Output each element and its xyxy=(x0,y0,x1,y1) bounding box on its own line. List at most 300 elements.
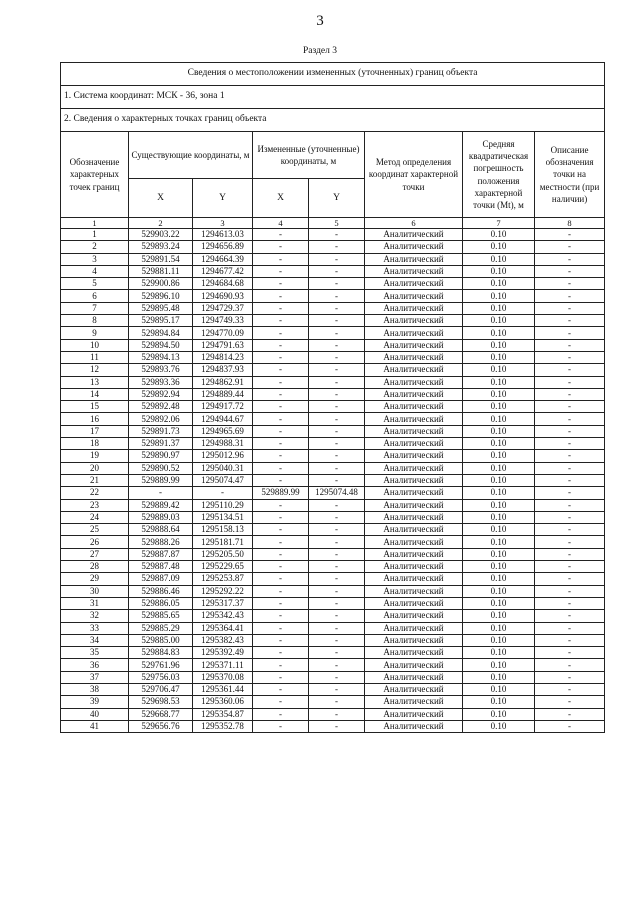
changed-y-cell: - xyxy=(309,290,365,302)
header-changed-coords: Измененные (уточненные) координаты, м xyxy=(253,132,365,179)
table-row xyxy=(61,683,605,695)
error-cell: 0.10 xyxy=(463,548,535,560)
changed-x-cell: - xyxy=(253,511,309,523)
point-number-cell: 19 xyxy=(61,450,129,462)
table-row xyxy=(61,622,605,634)
existing-x-cell: 529894.50 xyxy=(129,339,193,351)
point-number-cell: 3 xyxy=(61,253,129,265)
changed-x-cell: - xyxy=(253,253,309,265)
error-cell: 0.10 xyxy=(463,351,535,363)
error-cell: 0.10 xyxy=(463,241,535,253)
description-cell: - xyxy=(535,585,605,597)
table-title: Сведения о местоположении измененных (уточненных) границ объекта xyxy=(61,63,605,86)
changed-y-cell: - xyxy=(309,659,365,671)
header-changed-x: X xyxy=(253,179,309,218)
point-number-cell: 31 xyxy=(61,597,129,609)
header-designation: Обозначение характерных точек границ xyxy=(61,132,129,218)
point-number-cell: 8 xyxy=(61,315,129,327)
point-number-cell: 34 xyxy=(61,634,129,646)
existing-y-cell: 1295040.31 xyxy=(193,462,253,474)
error-cell: 0.10 xyxy=(463,671,535,683)
changed-x-cell: - xyxy=(253,278,309,290)
error-cell: 0.10 xyxy=(463,683,535,695)
description-cell: - xyxy=(535,229,605,241)
changed-y-cell: - xyxy=(309,364,365,376)
changed-x-cell: - xyxy=(253,339,309,351)
changed-x-cell: - xyxy=(253,622,309,634)
existing-y-cell: 1295354.87 xyxy=(193,708,253,720)
changed-x-cell: - xyxy=(253,683,309,695)
existing-x-cell: 529892.94 xyxy=(129,388,193,400)
existing-x-cell: 529895.17 xyxy=(129,315,193,327)
error-cell: 0.10 xyxy=(463,388,535,400)
table-row xyxy=(61,364,605,376)
error-cell: 0.10 xyxy=(463,438,535,450)
description-cell: - xyxy=(535,597,605,609)
existing-x-cell: 529885.29 xyxy=(129,622,193,634)
error-cell: 0.10 xyxy=(463,450,535,462)
table-row xyxy=(61,696,605,708)
table-row xyxy=(61,229,605,241)
table-row xyxy=(61,561,605,573)
table-row xyxy=(61,401,605,413)
changed-x-cell: - xyxy=(253,438,309,450)
changed-y-cell: - xyxy=(309,499,365,511)
existing-x-cell: 529668.77 xyxy=(129,708,193,720)
point-number-cell: 40 xyxy=(61,708,129,720)
error-cell: 0.10 xyxy=(463,229,535,241)
point-number-cell: 11 xyxy=(61,351,129,363)
error-cell: 0.10 xyxy=(463,290,535,302)
changed-x-cell: 529889.99 xyxy=(253,487,309,499)
existing-y-cell: 1295012.96 xyxy=(193,450,253,462)
method-cell: Аналитический xyxy=(365,708,463,720)
table-row xyxy=(61,241,605,253)
header-existing-y: Y xyxy=(193,179,253,218)
error-cell: 0.10 xyxy=(463,376,535,388)
description-cell: - xyxy=(535,327,605,339)
changed-x-cell: - xyxy=(253,302,309,314)
method-cell: Аналитический xyxy=(365,413,463,425)
description-cell: - xyxy=(535,413,605,425)
header-existing-coords: Существующие координаты, м xyxy=(129,132,253,179)
existing-x-cell: 529886.05 xyxy=(129,597,193,609)
existing-y-cell: 1294749.33 xyxy=(193,315,253,327)
changed-y-cell: - xyxy=(309,597,365,609)
existing-y-cell: 1295181.71 xyxy=(193,536,253,548)
table-row xyxy=(61,671,605,683)
existing-y-cell: 1295352.78 xyxy=(193,720,253,732)
existing-x-cell: 529893.36 xyxy=(129,376,193,388)
table-row xyxy=(61,450,605,462)
table-row xyxy=(61,253,605,265)
method-cell: Аналитический xyxy=(365,561,463,573)
existing-y-cell: 1295317.37 xyxy=(193,597,253,609)
description-cell: - xyxy=(535,253,605,265)
changed-y-cell: - xyxy=(309,413,365,425)
existing-x-cell: 529895.48 xyxy=(129,302,193,314)
description-cell: - xyxy=(535,561,605,573)
changed-x-cell: - xyxy=(253,425,309,437)
changed-x-cell: - xyxy=(253,720,309,732)
table-row xyxy=(61,708,605,720)
table-row xyxy=(61,499,605,511)
existing-x-cell: - xyxy=(129,487,193,499)
point-number-cell: 39 xyxy=(61,696,129,708)
error-cell: 0.10 xyxy=(463,278,535,290)
point-number-cell: 25 xyxy=(61,524,129,536)
existing-y-cell: 1294988.31 xyxy=(193,438,253,450)
existing-y-cell: 1295134.51 xyxy=(193,511,253,523)
description-cell: - xyxy=(535,696,605,708)
changed-x-cell: - xyxy=(253,241,309,253)
existing-x-cell: 529888.64 xyxy=(129,524,193,536)
error-cell: 0.10 xyxy=(463,634,535,646)
point-number-cell: 33 xyxy=(61,622,129,634)
error-cell: 0.10 xyxy=(463,339,535,351)
changed-y-cell: - xyxy=(309,376,365,388)
changed-y-cell: - xyxy=(309,683,365,695)
error-cell: 0.10 xyxy=(463,487,535,499)
error-cell: 0.10 xyxy=(463,499,535,511)
method-cell: Аналитический xyxy=(365,450,463,462)
description-cell: - xyxy=(535,425,605,437)
method-cell: Аналитический xyxy=(365,290,463,302)
column-number: 2 xyxy=(129,218,193,229)
method-cell: Аналитический xyxy=(365,659,463,671)
changed-y-cell: - xyxy=(309,548,365,560)
changed-y-cell: - xyxy=(309,634,365,646)
column-number: 8 xyxy=(535,218,605,229)
method-cell: Аналитический xyxy=(365,278,463,290)
method-cell: Аналитический xyxy=(365,327,463,339)
point-number-cell: 37 xyxy=(61,671,129,683)
point-number-cell: 41 xyxy=(61,720,129,732)
method-cell: Аналитический xyxy=(365,622,463,634)
changed-x-cell: - xyxy=(253,401,309,413)
changed-y-cell: - xyxy=(309,302,365,314)
existing-x-cell: 529884.83 xyxy=(129,647,193,659)
point-number-cell: 30 xyxy=(61,585,129,597)
changed-x-cell: - xyxy=(253,659,309,671)
existing-y-cell: 1294656.89 xyxy=(193,241,253,253)
table-row xyxy=(61,302,605,314)
method-cell: Аналитический xyxy=(365,511,463,523)
point-number-cell: 6 xyxy=(61,290,129,302)
changed-y-cell: - xyxy=(309,438,365,450)
existing-x-cell: 529892.48 xyxy=(129,401,193,413)
point-number-cell: 17 xyxy=(61,425,129,437)
method-cell: Аналитический xyxy=(365,253,463,265)
point-number-cell: 27 xyxy=(61,548,129,560)
boundary-points-table xyxy=(60,62,605,733)
method-cell: Аналитический xyxy=(365,339,463,351)
description-cell: - xyxy=(535,487,605,499)
point-number-cell: 15 xyxy=(61,401,129,413)
method-cell: Аналитический xyxy=(365,364,463,376)
method-cell: Аналитический xyxy=(365,548,463,560)
existing-x-cell: 529887.09 xyxy=(129,573,193,585)
changed-y-cell: - xyxy=(309,474,365,486)
error-cell: 0.10 xyxy=(463,425,535,437)
error-cell: 0.10 xyxy=(463,474,535,486)
point-number-cell: 9 xyxy=(61,327,129,339)
method-cell: Аналитический xyxy=(365,351,463,363)
table-row xyxy=(61,462,605,474)
description-cell: - xyxy=(535,315,605,327)
point-number-cell: 22 xyxy=(61,487,129,499)
error-cell: 0.10 xyxy=(463,413,535,425)
method-cell: Аналитический xyxy=(365,647,463,659)
existing-y-cell: 1294814.23 xyxy=(193,351,253,363)
changed-y-cell: - xyxy=(309,720,365,732)
table-row xyxy=(61,327,605,339)
changed-x-cell: - xyxy=(253,671,309,683)
existing-x-cell: 529893.76 xyxy=(129,364,193,376)
column-number: 4 xyxy=(253,218,309,229)
existing-y-cell: 1294770.09 xyxy=(193,327,253,339)
table-row xyxy=(61,548,605,560)
point-number-cell: 7 xyxy=(61,302,129,314)
existing-y-cell: 1294613.03 xyxy=(193,229,253,241)
method-cell: Аналитический xyxy=(365,536,463,548)
point-number-cell: 12 xyxy=(61,364,129,376)
existing-x-cell: 529698.53 xyxy=(129,696,193,708)
existing-x-cell: 529900.86 xyxy=(129,278,193,290)
method-cell: Аналитический xyxy=(365,585,463,597)
table-row xyxy=(61,511,605,523)
table-row xyxy=(61,290,605,302)
description-cell: - xyxy=(535,241,605,253)
table-row xyxy=(61,376,605,388)
header-changed-y: Y xyxy=(309,179,365,218)
table-row xyxy=(61,315,605,327)
changed-x-cell: - xyxy=(253,315,309,327)
existing-y-cell: 1294729.37 xyxy=(193,302,253,314)
existing-x-cell: 529890.52 xyxy=(129,462,193,474)
error-cell: 0.10 xyxy=(463,610,535,622)
changed-x-cell: - xyxy=(253,413,309,425)
existing-y-cell: 1294664.39 xyxy=(193,253,253,265)
description-cell: - xyxy=(535,659,605,671)
point-number-cell: 4 xyxy=(61,265,129,277)
method-cell: Аналитический xyxy=(365,573,463,585)
method-cell: Аналитический xyxy=(365,720,463,732)
table-row xyxy=(61,487,605,499)
existing-x-cell: 529886.46 xyxy=(129,585,193,597)
existing-y-cell: 1294690.93 xyxy=(193,290,253,302)
existing-y-cell: 1295361.44 xyxy=(193,683,253,695)
column-number: 5 xyxy=(309,218,365,229)
method-cell: Аналитический xyxy=(365,265,463,277)
description-cell: - xyxy=(535,573,605,585)
existing-y-cell: 1295360.06 xyxy=(193,696,253,708)
description-cell: - xyxy=(535,364,605,376)
table-row xyxy=(61,720,605,732)
existing-y-cell: 1295392.49 xyxy=(193,647,253,659)
point-number-cell: 36 xyxy=(61,659,129,671)
description-cell: - xyxy=(535,499,605,511)
table-row xyxy=(61,351,605,363)
changed-y-cell: - xyxy=(309,524,365,536)
changed-y-cell: - xyxy=(309,462,365,474)
method-cell: Аналитический xyxy=(365,388,463,400)
error-cell: 0.10 xyxy=(463,315,535,327)
existing-y-cell: 1295110.29 xyxy=(193,499,253,511)
existing-y-cell: 1295382.43 xyxy=(193,634,253,646)
error-cell: 0.10 xyxy=(463,253,535,265)
header-description: Описание обозначения точки на местности (при наличии) xyxy=(535,132,605,218)
existing-x-cell: 529885.00 xyxy=(129,634,193,646)
changed-x-cell: - xyxy=(253,351,309,363)
existing-x-cell: 529892.06 xyxy=(129,413,193,425)
method-cell: Аналитический xyxy=(365,610,463,622)
point-number-cell: 20 xyxy=(61,462,129,474)
error-cell: 0.10 xyxy=(463,696,535,708)
changed-y-cell: - xyxy=(309,585,365,597)
error-cell: 0.10 xyxy=(463,327,535,339)
column-number: 1 xyxy=(61,218,129,229)
method-cell: Аналитический xyxy=(365,302,463,314)
header-existing-x: X xyxy=(129,179,193,218)
existing-y-cell: 1294791.63 xyxy=(193,339,253,351)
table-row xyxy=(61,425,605,437)
error-cell: 0.10 xyxy=(463,265,535,277)
table-row xyxy=(61,474,605,486)
method-cell: Аналитический xyxy=(365,634,463,646)
point-number-cell: 5 xyxy=(61,278,129,290)
existing-x-cell: 529891.54 xyxy=(129,253,193,265)
existing-x-cell: 529894.84 xyxy=(129,327,193,339)
column-number: 7 xyxy=(463,218,535,229)
table-row xyxy=(61,647,605,659)
point-number-cell: 13 xyxy=(61,376,129,388)
changed-x-cell: - xyxy=(253,585,309,597)
changed-x-cell: - xyxy=(253,647,309,659)
changed-y-cell: - xyxy=(309,511,365,523)
description-cell: - xyxy=(535,401,605,413)
existing-y-cell: - xyxy=(193,487,253,499)
method-cell: Аналитический xyxy=(365,438,463,450)
existing-x-cell: 529903.22 xyxy=(129,229,193,241)
existing-x-cell: 529885.65 xyxy=(129,610,193,622)
point-number-cell: 18 xyxy=(61,438,129,450)
description-cell: - xyxy=(535,290,605,302)
error-cell: 0.10 xyxy=(463,364,535,376)
existing-x-cell: 529887.87 xyxy=(129,548,193,560)
existing-x-cell: 529896.10 xyxy=(129,290,193,302)
changed-y-cell: - xyxy=(309,339,365,351)
changed-x-cell: - xyxy=(253,548,309,560)
error-cell: 0.10 xyxy=(463,647,535,659)
changed-y-cell: - xyxy=(309,315,365,327)
error-cell: 0.10 xyxy=(463,708,535,720)
existing-x-cell: 529893.24 xyxy=(129,241,193,253)
existing-x-cell: 529881.11 xyxy=(129,265,193,277)
error-cell: 0.10 xyxy=(463,659,535,671)
table-row xyxy=(61,659,605,671)
header-method: Метод определения координат характерной точки xyxy=(365,132,463,218)
description-cell: - xyxy=(535,720,605,732)
method-cell: Аналитический xyxy=(365,499,463,511)
existing-x-cell: 529656.76 xyxy=(129,720,193,732)
error-cell: 0.10 xyxy=(463,720,535,732)
point-number-cell: 23 xyxy=(61,499,129,511)
method-cell: Аналитический xyxy=(365,462,463,474)
description-cell: - xyxy=(535,376,605,388)
column-number: 6 xyxy=(365,218,463,229)
method-cell: Аналитический xyxy=(365,425,463,437)
error-cell: 0.10 xyxy=(463,302,535,314)
existing-y-cell: 1295158.13 xyxy=(193,524,253,536)
existing-y-cell: 1295074.47 xyxy=(193,474,253,486)
error-cell: 0.10 xyxy=(463,511,535,523)
point-number-cell: 32 xyxy=(61,610,129,622)
method-cell: Аналитический xyxy=(365,683,463,695)
changed-x-cell: - xyxy=(253,364,309,376)
point-number-cell: 24 xyxy=(61,511,129,523)
point-number-cell: 16 xyxy=(61,413,129,425)
existing-y-cell: 1294889.44 xyxy=(193,388,253,400)
existing-x-cell: 529761.96 xyxy=(129,659,193,671)
existing-y-cell: 1294917.72 xyxy=(193,401,253,413)
existing-x-cell: 529887.48 xyxy=(129,561,193,573)
error-cell: 0.10 xyxy=(463,462,535,474)
changed-y-cell: - xyxy=(309,388,365,400)
changed-y-cell: - xyxy=(309,327,365,339)
description-cell: - xyxy=(535,265,605,277)
changed-y-cell: - xyxy=(309,622,365,634)
point-number-cell: 14 xyxy=(61,388,129,400)
changed-x-cell: - xyxy=(253,388,309,400)
existing-y-cell: 1294684.68 xyxy=(193,278,253,290)
table-row xyxy=(61,610,605,622)
coord-system: 1. Система координат: МСК - 36, зона 1 xyxy=(61,86,605,109)
existing-x-cell: 529889.03 xyxy=(129,511,193,523)
error-cell: 0.10 xyxy=(463,597,535,609)
method-cell: Аналитический xyxy=(365,487,463,499)
existing-x-cell: 529890.97 xyxy=(129,450,193,462)
description-cell: - xyxy=(535,388,605,400)
changed-x-cell: - xyxy=(253,229,309,241)
error-cell: 0.10 xyxy=(463,561,535,573)
existing-x-cell: 529889.42 xyxy=(129,499,193,511)
description-cell: - xyxy=(535,302,605,314)
table-row xyxy=(61,265,605,277)
point-number-cell: 35 xyxy=(61,647,129,659)
existing-y-cell: 1295370.08 xyxy=(193,671,253,683)
description-cell: - xyxy=(535,683,605,695)
description-cell: - xyxy=(535,610,605,622)
char-points-title: 2. Сведения о характерных точках границ объекта xyxy=(61,109,605,132)
changed-x-cell: - xyxy=(253,450,309,462)
existing-y-cell: 1295342.43 xyxy=(193,610,253,622)
existing-x-cell: 529891.73 xyxy=(129,425,193,437)
description-cell: - xyxy=(535,536,605,548)
description-cell: - xyxy=(535,462,605,474)
error-cell: 0.10 xyxy=(463,524,535,536)
description-cell: - xyxy=(535,278,605,290)
changed-y-cell: - xyxy=(309,351,365,363)
existing-y-cell: 1295229.65 xyxy=(193,561,253,573)
changed-x-cell: - xyxy=(253,536,309,548)
changed-y-cell: - xyxy=(309,278,365,290)
table-row xyxy=(61,524,605,536)
error-cell: 0.10 xyxy=(463,622,535,634)
method-cell: Аналитический xyxy=(365,671,463,683)
existing-y-cell: 1294677.42 xyxy=(193,265,253,277)
existing-y-cell: 1294944.67 xyxy=(193,413,253,425)
